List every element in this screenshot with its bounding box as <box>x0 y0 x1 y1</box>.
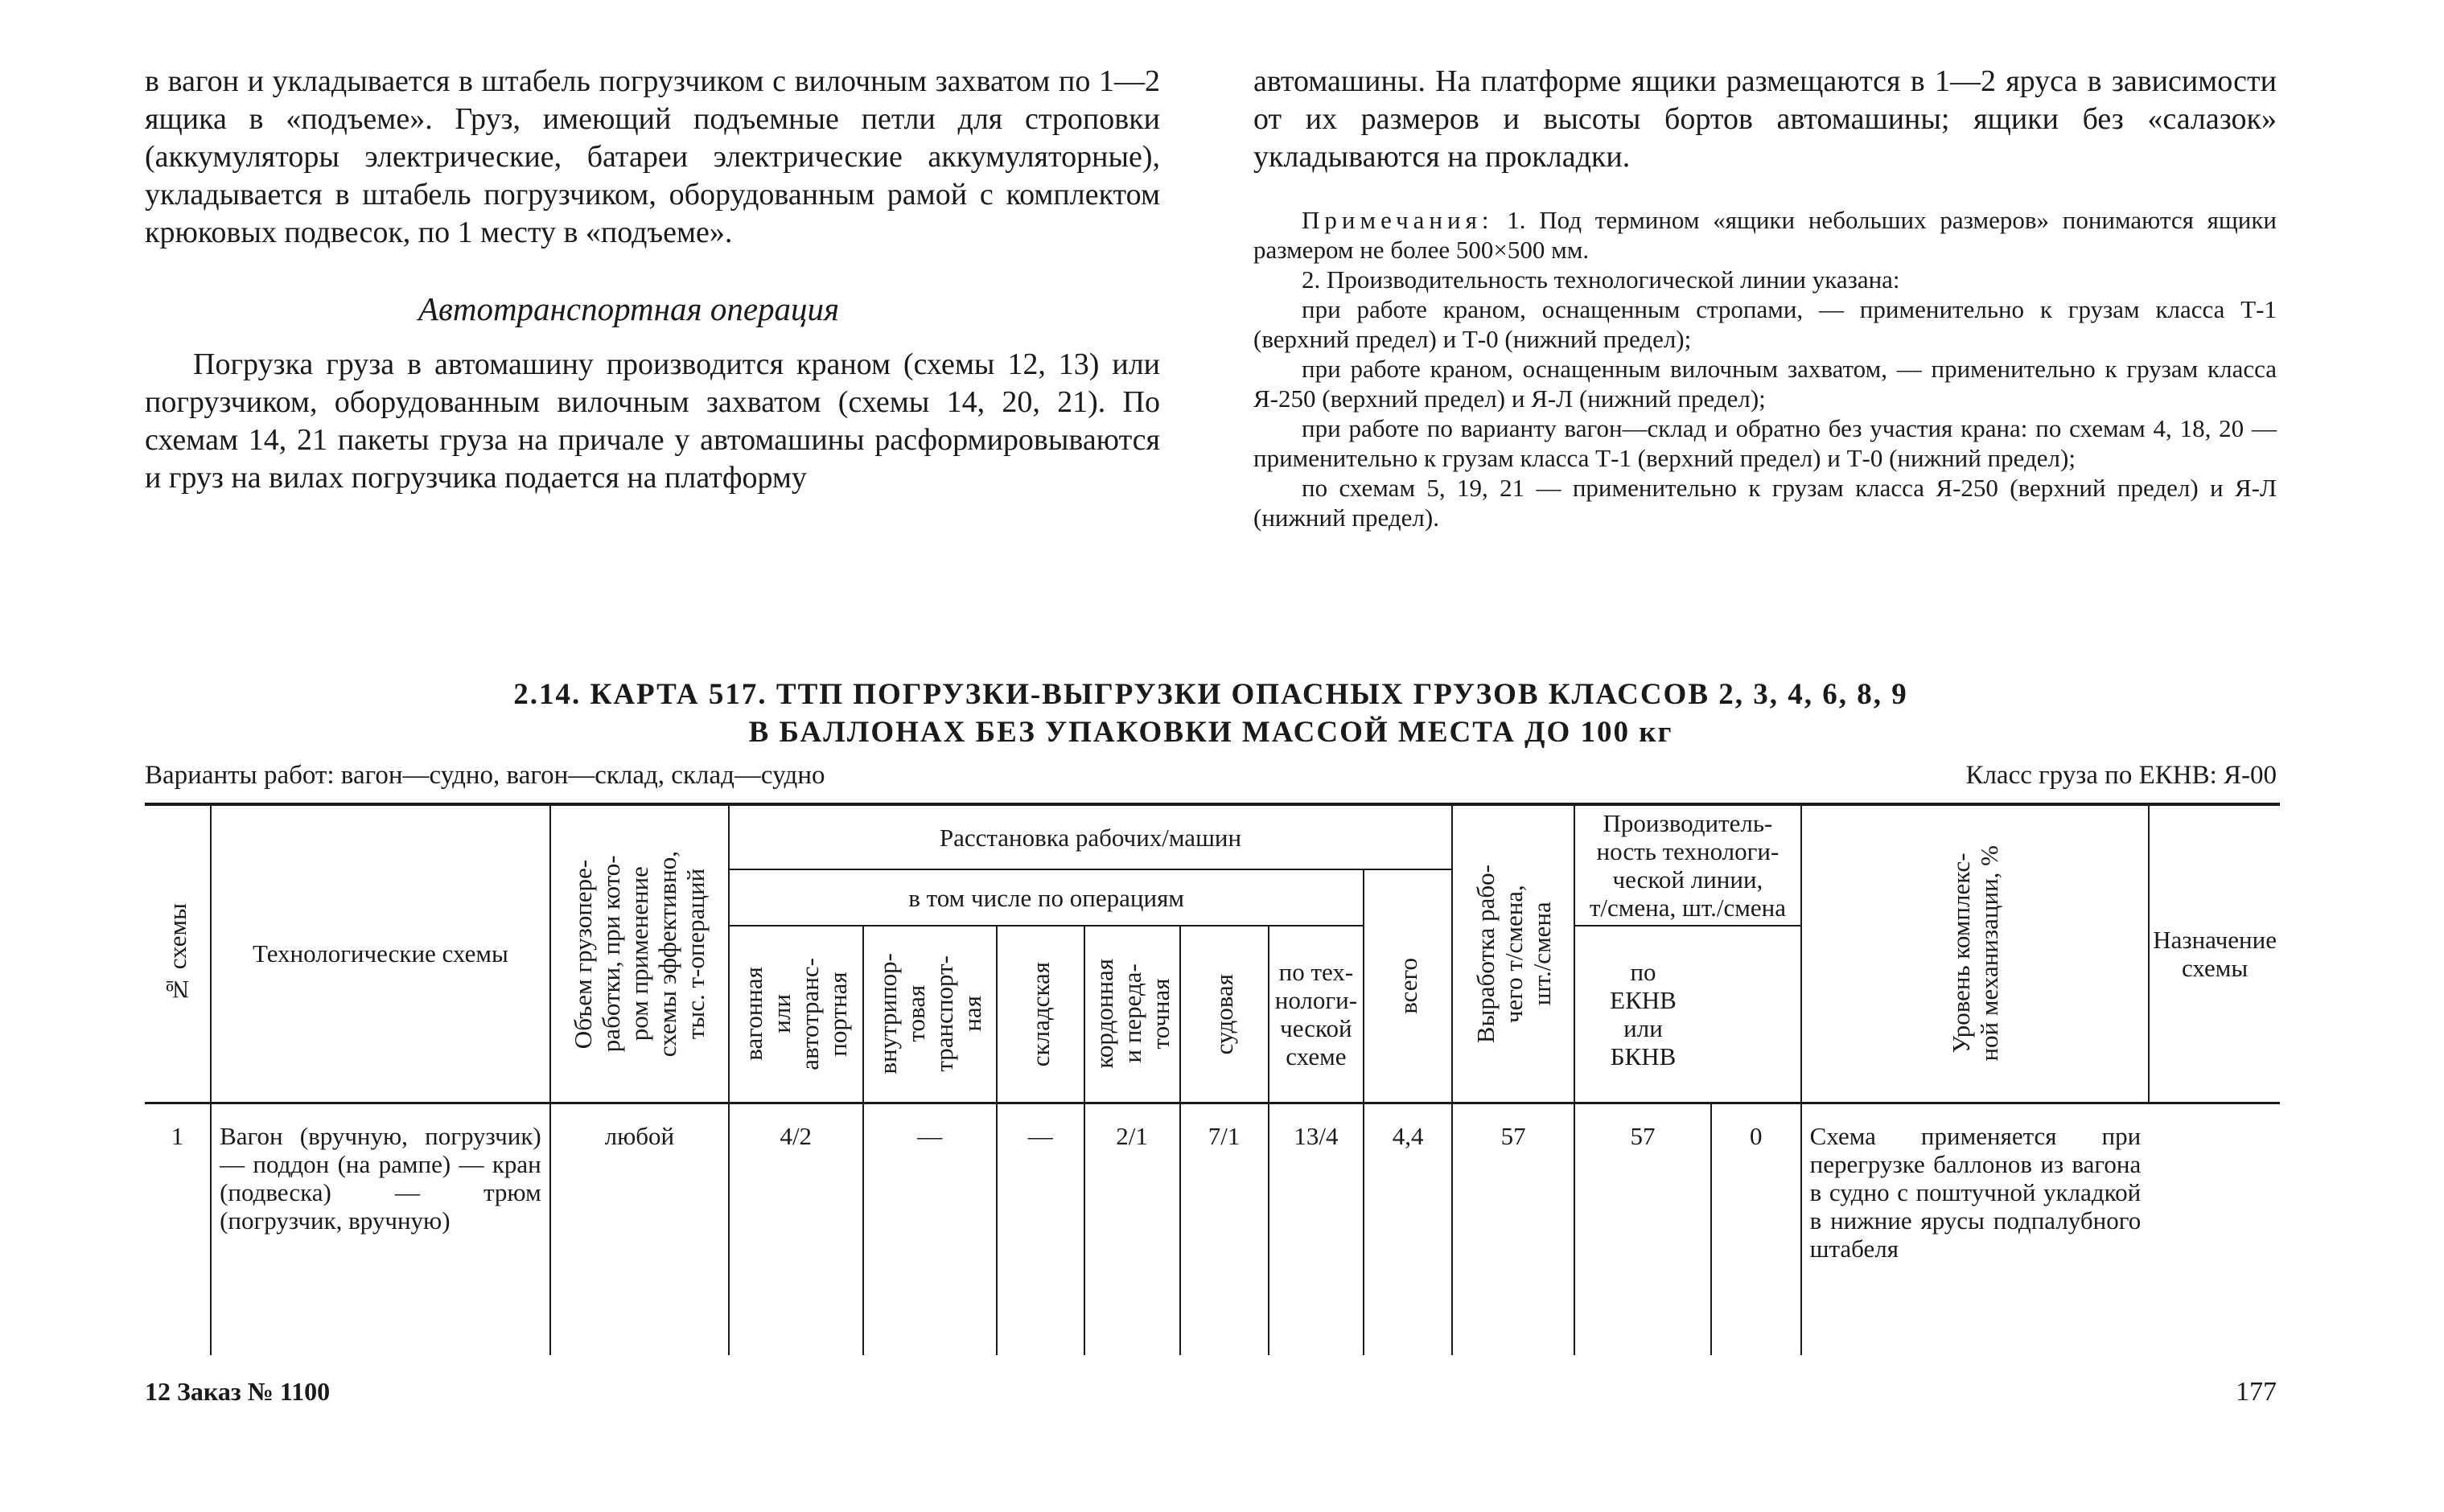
left-column <box>145 63 1160 497</box>
header-productivity: Производитель- ность технологи- ческой линии, т/смена, шт./смена <box>1574 804 1800 926</box>
cell-warehouse: — <box>997 1103 1084 1355</box>
right-paragraph-1: автомашины. На платформе ящики размещаются в 1—2 яруса в зависимости от их размеров и высоты бортов автомашины; ящики без «салазок» укладываются на прокладки. <box>1253 64 2277 174</box>
notes-label: Примечания: <box>1302 206 1494 234</box>
cell-cordon: 2/1 <box>1084 1103 1180 1355</box>
technology-table <box>145 803 2280 1355</box>
note-2-b: при работе краном, оснащенным вилочным захватом, — применительно к грузам класса Я-250 (верхний предел) и Я-Л (нижний предел); <box>1253 355 2277 413</box>
cell-ship: 7/1 <box>1180 1103 1269 1355</box>
header-output: Выработка рабо- чего т/смена, шт./смена <box>1471 864 1556 1043</box>
header-scheme-no: № схемы <box>163 903 192 1005</box>
footer-order: 12 Заказ № 1100 <box>145 1377 331 1406</box>
note-2-intro: 2. Производительность технологической линии указана: <box>1302 265 1900 294</box>
cell-tech-scheme: Вагон (вручную, погрузчик) — поддон (на рампе) — кран (подвеска) — трюм (погрузчик, вручную) <box>211 1103 550 1355</box>
work-variants: Варианты работ: вагон—судно, вагон—склад, склад—судно <box>145 761 825 790</box>
cell-purpose: Схема применяется при перегрузке баллонов из вагона в судно с поштучной укладкой в нижние ярусы подпалубного штабеля <box>1801 1103 2150 1355</box>
header-wagon: вагонная или автотранс- портная <box>739 957 853 1070</box>
header-cordon: кордонная и переда- точная <box>1089 959 1175 1070</box>
cell-volume: любой <box>550 1103 729 1355</box>
cell-intraport: — <box>863 1103 998 1355</box>
header-by-scheme: по тех- нологи- ческой схеме <box>1269 926 1364 1103</box>
table-row <box>145 1103 2280 1355</box>
card-title-line-1: 2.14. КАРТА 517. ТТП ПОГРУЗКИ-ВЫГРУЗКИ ОПАСНЫХ ГРУЗОВ КЛАССОВ 2, 3, 4, 6, 8, 9 <box>513 678 1908 711</box>
header-ship: судовая <box>1210 973 1239 1054</box>
header-placement: Расстановка рабочих/машин <box>729 804 1452 869</box>
cargo-class: Класс груза по ЕКНВ: Я-00 <box>1965 761 2277 790</box>
header-warehouse: складская <box>1026 961 1055 1066</box>
header-tech-schemes: Технологические схемы <box>211 804 550 1103</box>
left-paragraph-2: Погрузка груза в автомашину производится краном (схемы 12, 13) или погрузчиком, оборудованным вилочным захватом (схемы 14, 20, 21). По схемам 14, 21 пакеты груза на причале у автомашины расформировываются и груз на вилах погрузчика подается на платформу <box>145 347 1160 495</box>
cell-wagon: 4/2 <box>729 1103 863 1355</box>
cell-total: 13/4 <box>1269 1103 1364 1355</box>
cell-output: 4,4 <box>1364 1103 1452 1355</box>
header-purpose: Назначение схемы <box>2149 804 2280 1103</box>
header-total: всего <box>1393 957 1422 1014</box>
header-by-ekhv: по ЕКНВ или БКНВ <box>1574 926 1711 1103</box>
header-mechanization: Уровень комплекс- ной механизации, % <box>1946 845 2003 1062</box>
note-2-a: при работе краном, оснащенным стропами, — применительно к грузам класса Т-1 (верхний предел) и Т-0 (нижний предел); <box>1253 295 2277 353</box>
section-heading: Автотранспортная операция <box>418 290 840 327</box>
note-2-d: по схемам 5, 19, 21 — применительно к грузам класса Я-250 (верхний предел) и Я-Л (нижний предел). <box>1253 474 2277 532</box>
card-title <box>145 676 2277 751</box>
cell-scheme-no: 1 <box>145 1103 211 1355</box>
notes-block <box>1253 205 2277 532</box>
header-by-operations: в том числе по операциям <box>729 869 1364 926</box>
cell-mechanization: 0 <box>1711 1103 1801 1355</box>
card-title-line-2: В БАЛЛОНАХ БЕЗ УПАКОВКИ МАССОЙ МЕСТА ДО 100 кг <box>748 716 1673 749</box>
header-intraport: внутрипор- товая транспорт- ная <box>873 953 986 1075</box>
note-1: 1. Под термином «ящики небольших размеров» понимаются ящики размером не более 500×500 мм. <box>1253 206 2277 264</box>
header-volume: Объем грузопере- работки, при кото- ром применение схемы эффективно, тыс. т-операций <box>569 850 710 1057</box>
cell-by-scheme: 57 <box>1452 1103 1574 1355</box>
note-2-c: при работе по варианту вагон—склад и обратно без участия крана: по схемам 4, 18, 20 — применительно к грузам класса Т-1 (верхний предел) и Т-0 (нижний предел); <box>1253 414 2277 472</box>
page-number: 177 <box>2236 1377 2277 1407</box>
cell-by-ekhv: 57 <box>1574 1103 1711 1355</box>
left-paragraph-1: в вагон и укладывается в штабель погрузчиком с вилочным захватом по 1—2 ящика в «подъеме». Груз, имеющий подъемные петли для строповки (аккумуляторы электрические, батареи электрические аккумуляторные), укладывается в штабель погрузчиком, оборудованным рамой с комплектом крюковых подвесок, по 1 месту в «подъеме». <box>145 64 1160 249</box>
right-column <box>1253 63 2277 532</box>
